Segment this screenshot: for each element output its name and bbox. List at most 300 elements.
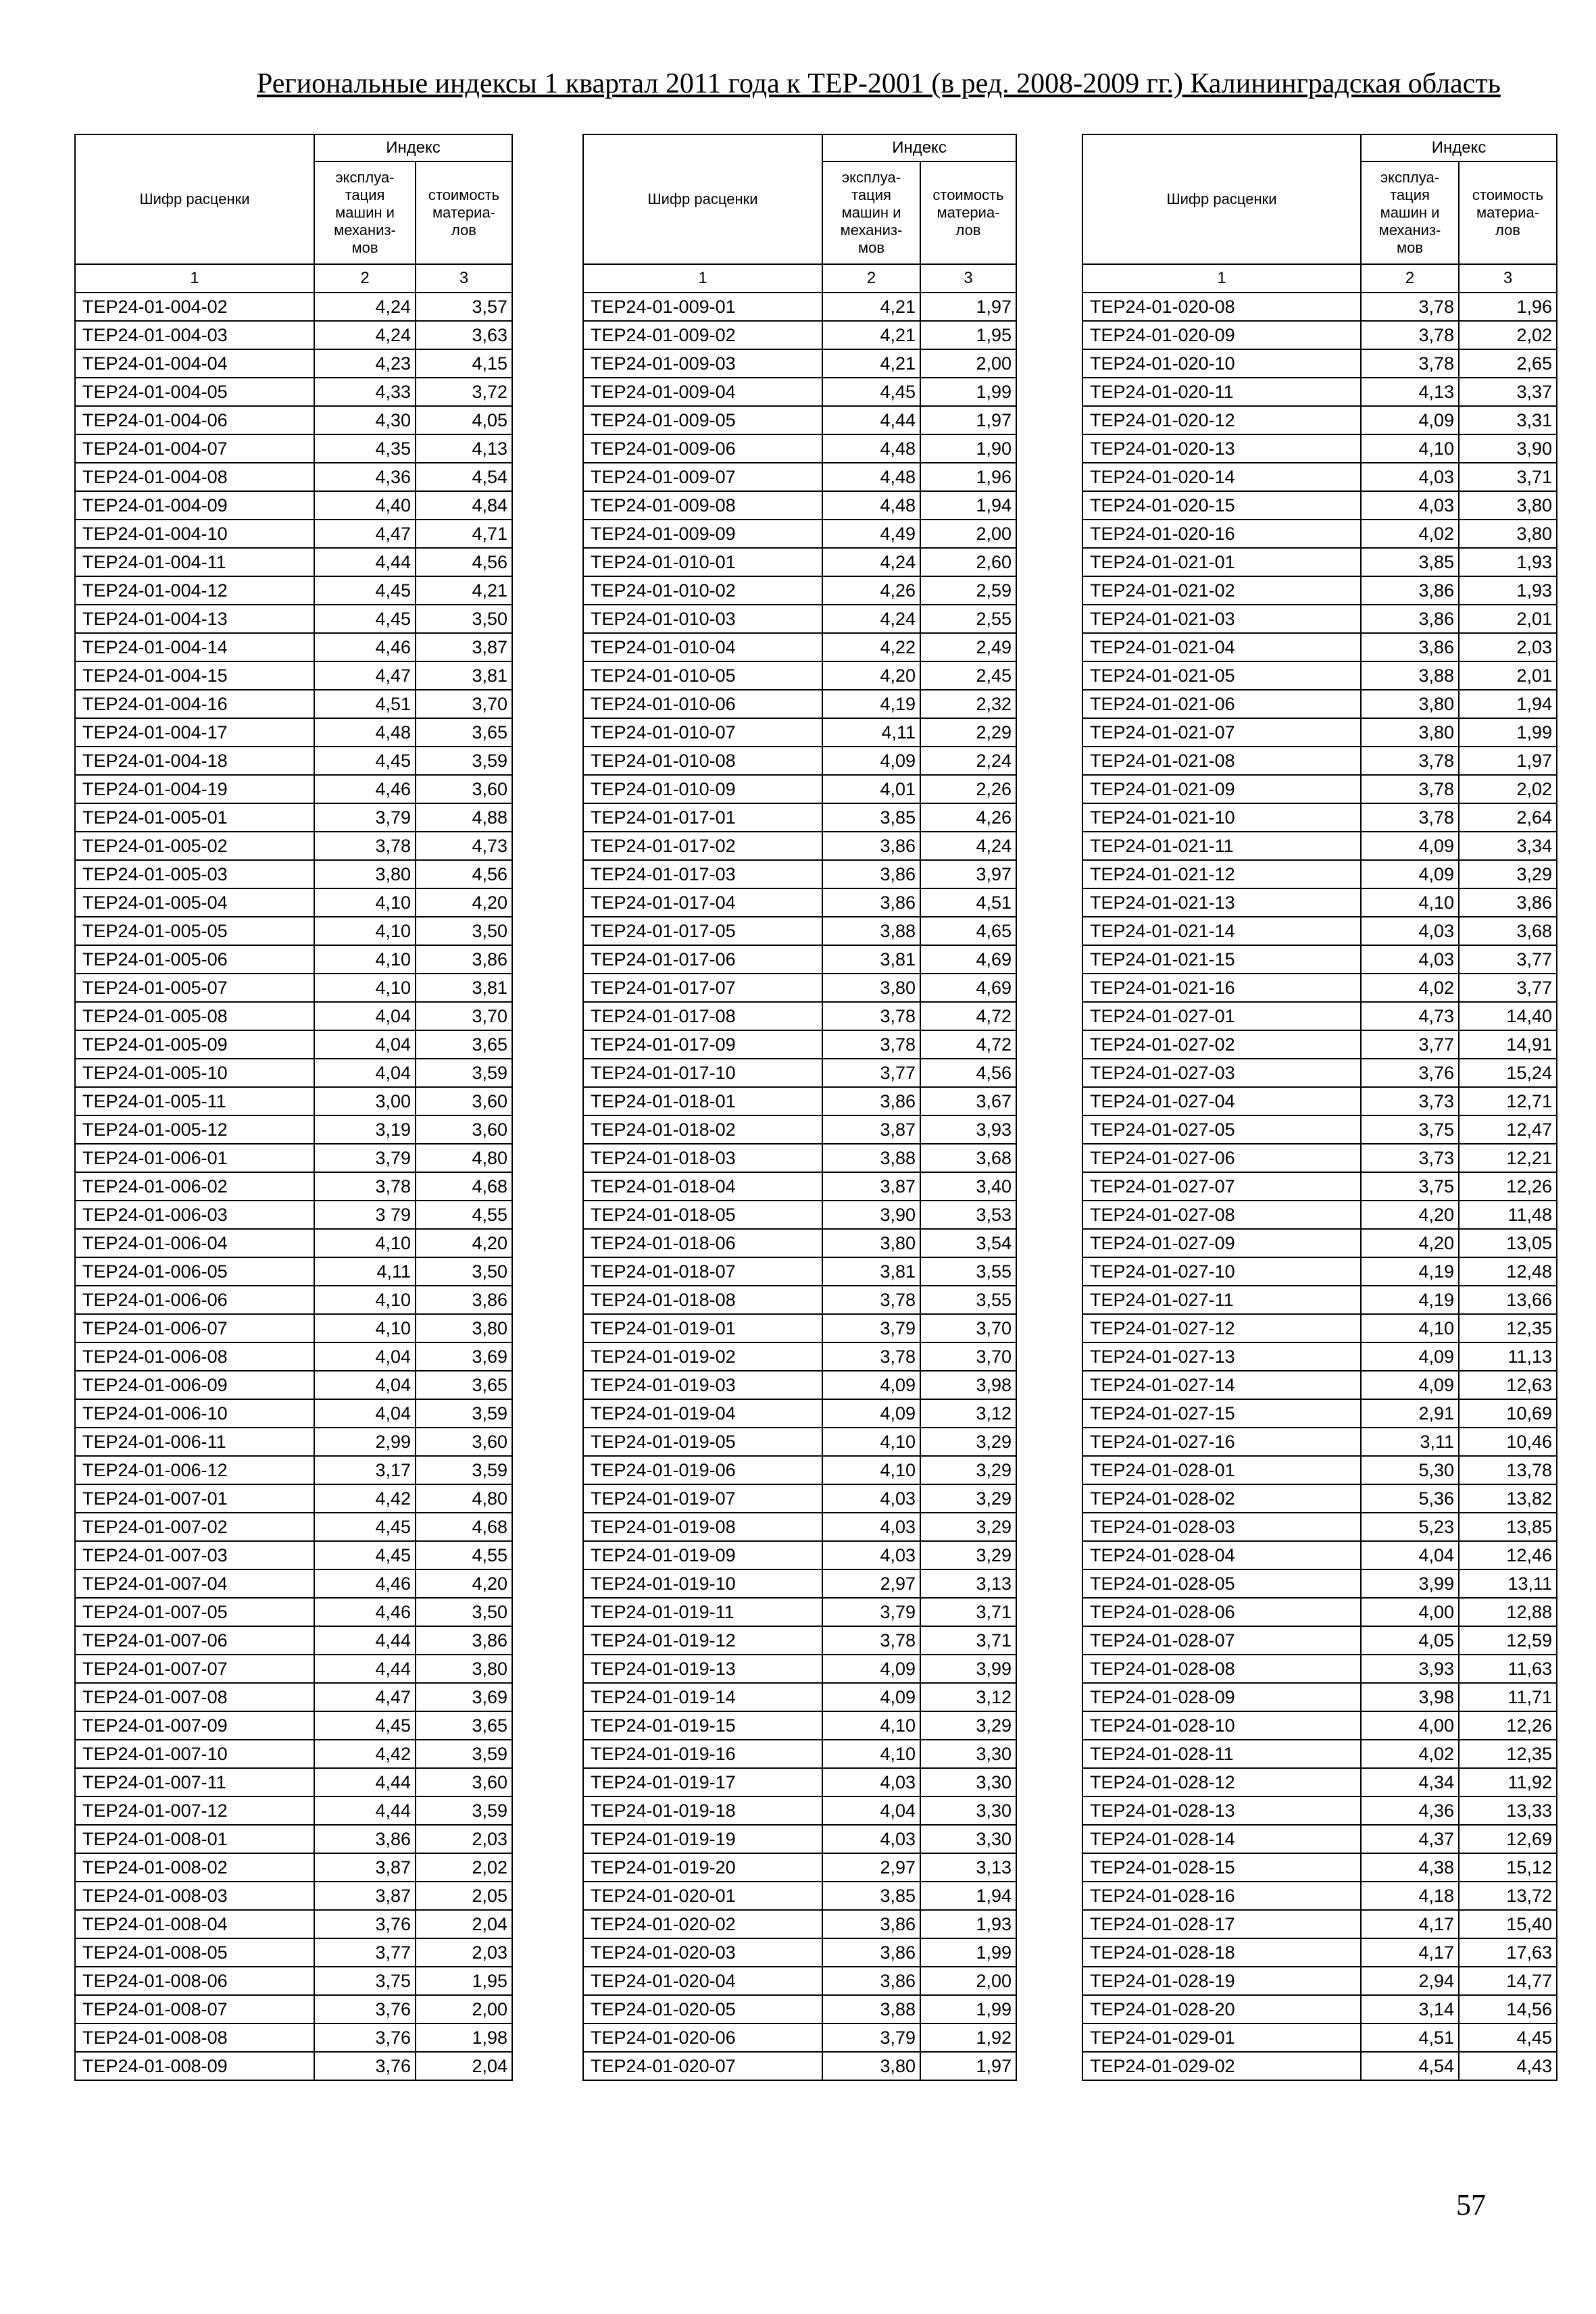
rate-code-cell: ТЕР24-01-028-04 (1082, 1541, 1361, 1569)
materials-index-cell: 3,69 (416, 1342, 512, 1371)
table-row (75, 1995, 512, 2023)
materials-index-cell: 1,93 (1459, 548, 1557, 576)
table-row (75, 1740, 512, 1768)
machines-index-cell: 3,87 (822, 1115, 920, 1144)
machines-index-cell: 4,47 (314, 661, 416, 690)
rate-code-cell: ТЕР24-01-021-14 (1082, 917, 1361, 945)
machines-index-cell: 3,80 (1361, 718, 1459, 747)
machines-index-cell: 4,20 (822, 661, 920, 690)
machines-index-cell: 3,87 (822, 1172, 920, 1201)
page-number: 57 (1456, 2188, 1486, 2221)
machines-index-cell: 4,10 (822, 1428, 920, 1456)
rate-code-cell: ТЕР24-01-021-09 (1082, 775, 1361, 803)
materials-index-cell: 11,63 (1459, 1655, 1557, 1683)
rate-code-cell: ТЕР24-01-009-03 (583, 349, 822, 378)
materials-index-cell: 2,03 (416, 1825, 512, 1853)
materials-index-cell: 3,77 (1459, 945, 1557, 974)
table-row (1082, 1740, 1557, 1768)
rate-code-cell: ТЕР24-01-028-05 (1082, 1569, 1361, 1598)
machines-index-cell: 4,11 (822, 718, 920, 747)
rate-code-cell: ТЕР24-01-021-01 (1082, 548, 1361, 576)
materials-index-cell: 13,11 (1459, 1569, 1557, 1598)
materials-index-cell: 3,37 (1459, 378, 1557, 406)
rate-code-cell: ТЕР24-01-021-05 (1082, 661, 1361, 690)
table-row (583, 1456, 1016, 1484)
machines-index-cell: 4,34 (1361, 1768, 1459, 1796)
rate-code-cell: ТЕР24-01-028-08 (1082, 1655, 1361, 1683)
rate-code-cell: ТЕР24-01-027-04 (1082, 1087, 1361, 1115)
rate-code-cell: ТЕР24-01-027-14 (1082, 1371, 1361, 1399)
materials-index-cell: 3,13 (920, 1569, 1016, 1598)
materials-index-cell: 3,55 (920, 1286, 1016, 1314)
table-row (1082, 832, 1557, 860)
table-row (583, 378, 1016, 406)
rate-code-cell: ТЕР24-01-009-05 (583, 406, 822, 434)
rate-code-cell: ТЕР24-01-019-03 (583, 1371, 822, 1399)
materials-index-cell: 12,88 (1459, 1598, 1557, 1626)
table-row (583, 1740, 1016, 1768)
machines-index-cell: 4,48 (822, 463, 920, 491)
materials-index-cell: 2,65 (1459, 349, 1557, 378)
table-row (583, 576, 1016, 605)
table-row (583, 1711, 1016, 1740)
rate-code-cell: ТЕР24-01-021-08 (1082, 747, 1361, 775)
rate-code-cell: ТЕР24-01-004-08 (75, 463, 314, 491)
machines-index-cell: 3,79 (822, 2023, 920, 2052)
table-row (75, 1201, 512, 1229)
machines-index-cell: 3,78 (822, 1286, 920, 1314)
machines-index-cell: 4,33 (314, 378, 416, 406)
machines-index-cell: 4,09 (1361, 832, 1459, 860)
machines-index-cell: 4,42 (314, 1484, 416, 1513)
materials-index-cell: 3,65 (416, 718, 512, 747)
machines-index-cell: 3,78 (822, 1002, 920, 1030)
machines-index-cell: 3,79 (314, 1144, 416, 1172)
materials-index-cell: 3,50 (416, 1598, 512, 1626)
machines-index-cell: 4,18 (1361, 1882, 1459, 1910)
rate-code-cell: ТЕР24-01-017-07 (583, 974, 822, 1002)
rate-code-cell: ТЕР24-01-005-07 (75, 974, 314, 1002)
machines-index-cell: 4,00 (1361, 1598, 1459, 1626)
table-row (75, 860, 512, 888)
materials-index-cell: 3,34 (1459, 832, 1557, 860)
column-header-materials: стоимость материа- лов (920, 161, 1016, 264)
rate-code-cell: ТЕР24-01-027-10 (1082, 1257, 1361, 1286)
materials-index-cell: 3,68 (1459, 917, 1557, 945)
table-row (1082, 576, 1557, 605)
table-row (583, 1598, 1016, 1626)
table-row (75, 463, 512, 491)
materials-index-cell: 2,55 (920, 605, 1016, 633)
materials-index-cell: 3,65 (416, 1030, 512, 1059)
machines-index-cell: 4,44 (314, 1626, 416, 1655)
rate-code-cell: ТЕР24-01-006-02 (75, 1172, 314, 1201)
table-row (75, 1144, 512, 1172)
materials-index-cell: 12,63 (1459, 1371, 1557, 1399)
rate-code-cell: ТЕР24-01-020-02 (583, 1910, 822, 1938)
table-row (583, 463, 1016, 491)
machines-index-cell: 3,00 (314, 1087, 416, 1115)
rate-code-cell: ТЕР24-01-006-11 (75, 1428, 314, 1456)
materials-index-cell: 3,86 (416, 945, 512, 974)
rate-code-cell: ТЕР24-01-019-17 (583, 1768, 822, 1796)
materials-index-cell: 2,29 (920, 718, 1016, 747)
table-row (583, 775, 1016, 803)
machines-index-cell: 4,21 (822, 293, 920, 321)
materials-index-cell: 3,69 (416, 1683, 512, 1711)
machines-index-cell: 4,48 (822, 491, 920, 520)
table-row (583, 661, 1016, 690)
rate-code-cell: ТЕР24-01-007-03 (75, 1541, 314, 1569)
rate-code-cell: ТЕР24-01-010-01 (583, 548, 822, 576)
materials-index-cell: 3,29 (920, 1513, 1016, 1541)
machines-index-cell: 3,75 (314, 1967, 416, 1995)
materials-index-cell: 1,98 (416, 2023, 512, 2052)
rate-code-cell: ТЕР24-01-018-04 (583, 1172, 822, 1201)
table-row (583, 1484, 1016, 1513)
table-row (1082, 690, 1557, 718)
rate-code-cell: ТЕР24-01-018-08 (583, 1286, 822, 1314)
table-row (583, 520, 1016, 548)
materials-index-cell: 1,94 (1459, 690, 1557, 718)
materials-index-cell: 3,59 (416, 1456, 512, 1484)
rate-code-cell: ТЕР24-01-009-07 (583, 463, 822, 491)
rate-code-cell: ТЕР24-01-006-12 (75, 1456, 314, 1484)
materials-index-cell: 3,70 (920, 1342, 1016, 1371)
materials-index-cell: 3,29 (920, 1541, 1016, 1569)
table-row (75, 378, 512, 406)
rate-code-cell: ТЕР24-01-017-06 (583, 945, 822, 974)
table-row (75, 1825, 512, 1853)
rate-code-cell: ТЕР24-01-027-13 (1082, 1342, 1361, 1371)
rate-code-cell: ТЕР24-01-007-11 (75, 1768, 314, 1796)
rate-code-cell: ТЕР24-01-009-01 (583, 293, 822, 321)
rate-code-cell: ТЕР24-01-027-07 (1082, 1172, 1361, 1201)
table-row (75, 1087, 512, 1115)
machines-index-cell: 3,81 (822, 1257, 920, 1286)
rate-code-cell: ТЕР24-01-007-05 (75, 1598, 314, 1626)
machines-index-cell: 4,04 (314, 1030, 416, 1059)
machines-index-cell: 4,21 (822, 349, 920, 378)
materials-index-cell: 2,02 (1459, 775, 1557, 803)
rate-code-cell: ТЕР24-01-004-12 (75, 576, 314, 605)
rate-code-cell: ТЕР24-01-021-03 (1082, 605, 1361, 633)
rate-code-cell: ТЕР24-01-028-17 (1082, 1910, 1361, 1938)
rate-code-cell: ТЕР24-01-004-07 (75, 434, 314, 463)
materials-index-cell: 4,80 (416, 1144, 512, 1172)
machines-index-cell: 3,88 (822, 1144, 920, 1172)
machines-index-cell: 4,04 (314, 1002, 416, 1030)
materials-index-cell: 3,72 (416, 378, 512, 406)
table-row (1082, 406, 1557, 434)
machines-index-cell: 2,97 (822, 1853, 920, 1882)
machines-index-cell: 3,78 (1361, 293, 1459, 321)
materials-index-cell: 3,59 (416, 1059, 512, 1087)
table-row (1082, 1768, 1557, 1796)
table-row (583, 434, 1016, 463)
materials-index-cell: 4,24 (920, 832, 1016, 860)
table-row (1082, 747, 1557, 775)
machines-index-cell: 4,19 (1361, 1257, 1459, 1286)
machines-index-cell: 4,02 (1361, 520, 1459, 548)
rate-code-cell: ТЕР24-01-004-04 (75, 349, 314, 378)
rate-code-cell: ТЕР24-01-018-05 (583, 1201, 822, 1229)
rate-code-cell: ТЕР24-01-021-15 (1082, 945, 1361, 974)
materials-index-cell: 3,50 (416, 1257, 512, 1286)
materials-index-cell: 14,56 (1459, 1995, 1557, 2023)
rate-code-cell: ТЕР24-01-010-05 (583, 661, 822, 690)
machines-index-cell: 2,97 (822, 1569, 920, 1598)
rate-code-cell: ТЕР24-01-019-10 (583, 1569, 822, 1598)
materials-index-cell: 3,80 (416, 1314, 512, 1342)
machines-index-cell: 3,86 (822, 1938, 920, 1967)
machines-index-cell: 4,45 (314, 747, 416, 775)
machines-index-cell: 3,86 (1361, 605, 1459, 633)
machines-index-cell: 4,37 (1361, 1825, 1459, 1853)
materials-index-cell: 3,29 (1459, 860, 1557, 888)
materials-index-cell: 12,26 (1459, 1172, 1557, 1201)
table-row (75, 1569, 512, 1598)
materials-index-cell: 3,30 (920, 1796, 1016, 1825)
table-row (1082, 1825, 1557, 1853)
table-row (75, 1796, 512, 1825)
materials-index-cell: 15,12 (1459, 1853, 1557, 1882)
rate-code-cell: ТЕР24-01-019-06 (583, 1456, 822, 1484)
rate-code-cell: ТЕР24-01-027-16 (1082, 1428, 1361, 1456)
column-header-machines: эксплуа- тация машин и механиз- мов (1361, 161, 1459, 264)
machines-index-cell: 4,10 (314, 945, 416, 974)
table-row (75, 434, 512, 463)
table-row (583, 321, 1016, 349)
machines-index-cell: 3,76 (314, 1995, 416, 2023)
machines-index-cell: 4,03 (822, 1768, 920, 1796)
column-header-materials: стоимость материа- лов (1459, 161, 1557, 264)
machines-index-cell: 3,78 (314, 1172, 416, 1201)
table-row (1082, 775, 1557, 803)
materials-index-cell: 12,26 (1459, 1711, 1557, 1740)
materials-index-cell: 3,80 (1459, 520, 1557, 548)
rate-code-cell: ТЕР24-01-006-05 (75, 1257, 314, 1286)
machines-index-cell: 3,79 (314, 803, 416, 832)
table-row (1082, 1456, 1557, 1484)
materials-index-cell: 2,00 (920, 520, 1016, 548)
rate-code-cell: ТЕР24-01-004-15 (75, 661, 314, 690)
table-row (583, 1967, 1016, 1995)
machines-index-cell: 4,23 (314, 349, 416, 378)
rate-code-cell: ТЕР24-01-020-01 (583, 1882, 822, 1910)
materials-index-cell: 2,02 (1459, 321, 1557, 349)
table-row (75, 1853, 512, 1882)
machines-index-cell: 4,46 (314, 1598, 416, 1626)
materials-index-cell: 3,86 (416, 1626, 512, 1655)
materials-index-cell: 3,30 (920, 1740, 1016, 1768)
machines-index-cell: 4,19 (822, 690, 920, 718)
table-row (583, 605, 1016, 633)
machines-index-cell: 4,51 (314, 690, 416, 718)
materials-index-cell: 1,93 (920, 1910, 1016, 1938)
machines-index-cell: 4,04 (314, 1342, 416, 1371)
machines-index-cell: 4,03 (822, 1825, 920, 1853)
rate-code-cell: ТЕР24-01-018-06 (583, 1229, 822, 1257)
column-header-index: Индекс (1361, 134, 1557, 161)
table-row (1082, 2052, 1557, 2080)
table-row (583, 1144, 1016, 1172)
materials-index-cell: 4,69 (920, 945, 1016, 974)
rate-code-cell: ТЕР24-01-019-02 (583, 1342, 822, 1371)
rate-code-cell: ТЕР24-01-007-04 (75, 1569, 314, 1598)
machines-index-cell: 4,49 (822, 520, 920, 548)
materials-index-cell: 3,60 (416, 1768, 512, 1796)
rate-code-cell: ТЕР24-01-008-02 (75, 1853, 314, 1882)
table-row (1082, 945, 1557, 974)
rate-code-cell: ТЕР24-01-027-15 (1082, 1399, 1361, 1428)
machines-index-cell: 4,44 (314, 1796, 416, 1825)
rate-code-cell: ТЕР24-01-018-07 (583, 1257, 822, 1286)
materials-index-cell: 3,65 (416, 1371, 512, 1399)
machines-index-cell: 3,78 (822, 1030, 920, 1059)
machines-index-cell: 4,46 (314, 775, 416, 803)
rate-code-cell: ТЕР24-01-028-20 (1082, 1995, 1361, 2023)
rate-code-cell: ТЕР24-01-029-02 (1082, 2052, 1361, 2080)
materials-index-cell: 10,69 (1459, 1399, 1557, 1428)
rate-code-cell: ТЕР24-01-018-01 (583, 1087, 822, 1115)
table-row (75, 1938, 512, 1967)
machines-index-cell: 3,77 (1361, 1030, 1459, 1059)
table-row (75, 1882, 512, 1910)
materials-index-cell: 3,86 (416, 1286, 512, 1314)
materials-index-cell: 2,05 (416, 1882, 512, 1910)
table-row (583, 2023, 1016, 2052)
rate-code-cell: ТЕР24-01-020-08 (1082, 293, 1361, 321)
table-row (583, 633, 1016, 661)
machines-index-cell: 4,73 (1361, 1002, 1459, 1030)
rate-code-cell: ТЕР24-01-018-02 (583, 1115, 822, 1144)
table-row (1082, 605, 1557, 633)
machines-index-cell: 3,76 (314, 2023, 416, 2052)
materials-index-cell: 13,33 (1459, 1796, 1557, 1825)
rate-code-cell: ТЕР24-01-028-12 (1082, 1768, 1361, 1796)
table-row (75, 1541, 512, 1569)
materials-index-cell: 4,56 (416, 548, 512, 576)
table-row (583, 548, 1016, 576)
materials-index-cell: 1,97 (920, 2052, 1016, 2080)
table-row (75, 1711, 512, 1740)
index-table-left (74, 134, 513, 2081)
table-row (1082, 1087, 1557, 1115)
machines-index-cell: 4,20 (1361, 1229, 1459, 1257)
rate-code-cell: ТЕР24-01-021-13 (1082, 888, 1361, 917)
rate-code-cell: ТЕР24-01-019-05 (583, 1428, 822, 1456)
machines-index-cell: 4,04 (822, 1796, 920, 1825)
materials-index-cell: 1,97 (920, 293, 1016, 321)
table-row (583, 1201, 1016, 1229)
materials-index-cell: 2,04 (416, 2052, 512, 2080)
machines-index-cell: 4,09 (822, 1655, 920, 1683)
machines-index-cell: 4,09 (822, 1371, 920, 1399)
machines-index-cell: 3,88 (822, 917, 920, 945)
rate-code-cell: ТЕР24-01-006-03 (75, 1201, 314, 1229)
rate-code-cell: ТЕР24-01-027-01 (1082, 1002, 1361, 1030)
rate-code-cell: ТЕР24-01-028-01 (1082, 1456, 1361, 1484)
machines-index-cell: 5,36 (1361, 1484, 1459, 1513)
table-row (583, 1172, 1016, 1201)
machines-index-cell: 4,47 (314, 1683, 416, 1711)
materials-index-cell: 1,99 (920, 378, 1016, 406)
column-header-code: Шифр расценки (75, 134, 314, 264)
machines-index-cell: 4,40 (314, 491, 416, 520)
rate-code-cell: ТЕР24-01-027-02 (1082, 1030, 1361, 1059)
machines-index-cell: 4,36 (1361, 1796, 1459, 1825)
rate-code-cell: ТЕР24-01-006-07 (75, 1314, 314, 1342)
table-row (75, 1059, 512, 1087)
rate-code-cell: ТЕР24-01-028-19 (1082, 1967, 1361, 1995)
machines-index-cell: 4,10 (314, 974, 416, 1002)
rate-code-cell: ТЕР24-01-017-08 (583, 1002, 822, 1030)
table-row (1082, 1030, 1557, 1059)
materials-index-cell: 3,53 (920, 1201, 1016, 1229)
table-row (583, 860, 1016, 888)
rate-code-cell: ТЕР24-01-006-04 (75, 1229, 314, 1257)
machines-index-cell: 2,94 (1361, 1967, 1459, 1995)
machines-index-cell: 3,78 (1361, 775, 1459, 803)
rate-code-cell: ТЕР24-01-007-10 (75, 1740, 314, 1768)
machines-index-cell: 3,78 (1361, 747, 1459, 775)
table-row (1082, 1513, 1557, 1541)
rate-code-cell: ТЕР24-01-020-14 (1082, 463, 1361, 491)
table-row (75, 1768, 512, 1796)
table-row (583, 917, 1016, 945)
materials-index-cell: 2,32 (920, 690, 1016, 718)
table-row (75, 974, 512, 1002)
table-row (583, 1002, 1016, 1030)
rate-code-cell: ТЕР24-01-019-04 (583, 1399, 822, 1428)
machines-index-cell: 4,09 (822, 747, 920, 775)
machines-index-cell: 4,45 (314, 576, 416, 605)
rate-code-cell: ТЕР24-01-017-01 (583, 803, 822, 832)
materials-index-cell: 4,69 (920, 974, 1016, 1002)
materials-index-cell: 3,98 (920, 1371, 1016, 1399)
rate-code-cell: ТЕР24-01-027-05 (1082, 1115, 1361, 1144)
table-row (583, 1399, 1016, 1428)
table-row (75, 1229, 512, 1257)
materials-index-cell: 2,45 (920, 661, 1016, 690)
column-number: 3 (920, 264, 1016, 293)
materials-index-cell: 4,68 (416, 1172, 512, 1201)
rate-code-cell: ТЕР24-01-027-12 (1082, 1314, 1361, 1342)
materials-index-cell: 3,31 (1459, 406, 1557, 434)
rate-code-cell: ТЕР24-01-017-05 (583, 917, 822, 945)
materials-index-cell: 1,99 (920, 1938, 1016, 1967)
rate-code-cell: ТЕР24-01-006-06 (75, 1286, 314, 1314)
rate-code-cell: ТЕР24-01-008-07 (75, 1995, 314, 2023)
rate-code-cell: ТЕР24-01-004-06 (75, 406, 314, 434)
rate-code-cell: ТЕР24-01-019-19 (583, 1825, 822, 1853)
machines-index-cell: 3,86 (822, 1967, 920, 1995)
column-number: 1 (75, 264, 314, 293)
materials-index-cell: 3,55 (920, 1257, 1016, 1286)
table-row (583, 293, 1016, 321)
machines-index-cell: 4,10 (314, 888, 416, 917)
machines-index-cell: 3,78 (1361, 349, 1459, 378)
materials-index-cell: 4,21 (416, 576, 512, 605)
rate-code-cell: ТЕР24-01-010-04 (583, 633, 822, 661)
rate-code-cell: ТЕР24-01-008-05 (75, 1938, 314, 1967)
materials-index-cell: 4,13 (416, 434, 512, 463)
materials-index-cell: 12,47 (1459, 1115, 1557, 1144)
column-number: 2 (822, 264, 920, 293)
table-row (583, 945, 1016, 974)
materials-index-cell: 1,94 (920, 1882, 1016, 1910)
